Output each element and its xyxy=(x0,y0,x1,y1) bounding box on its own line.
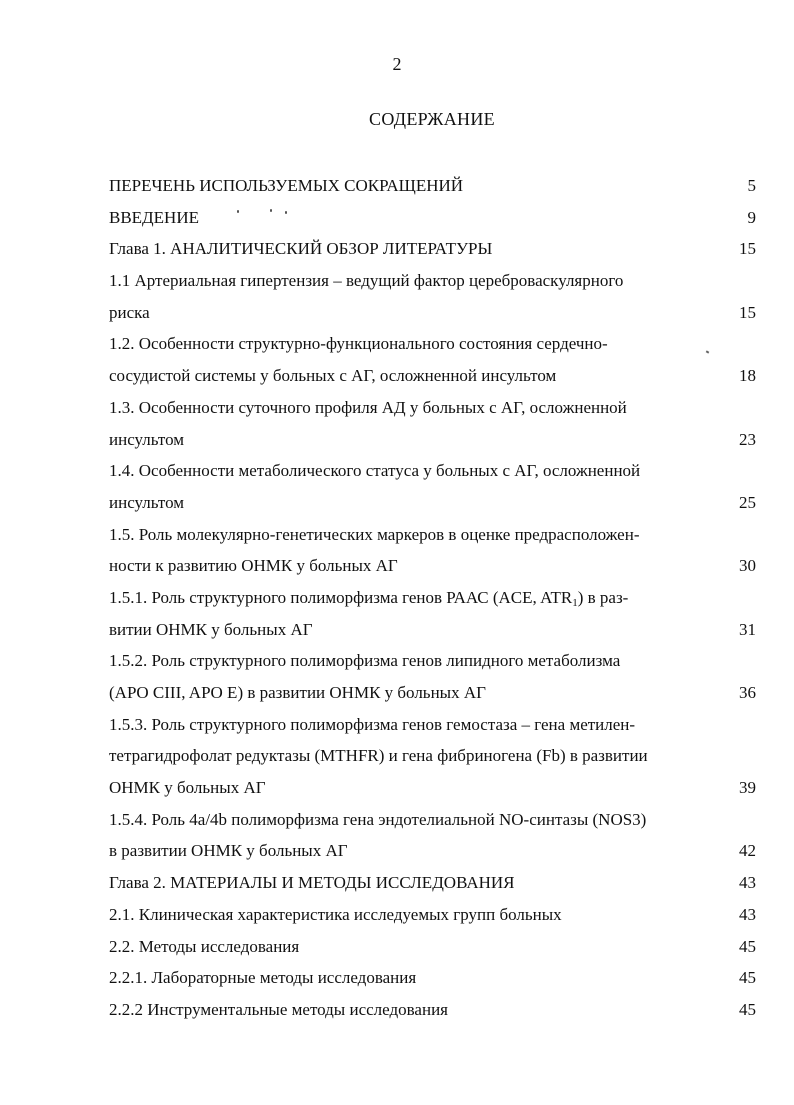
toc-entry-line: тетрагидрофолат редуктазы (MTHFR) и гена фибриногена (Fb) в развитии xyxy=(109,746,648,766)
toc-entry-line xyxy=(109,582,756,614)
toc-entry-page: 15 xyxy=(739,239,756,259)
toc-entry-page: 45 xyxy=(739,936,756,956)
toc-entry-line: ВВЕДЕНИЕ xyxy=(109,207,199,227)
toc-entry-line: 1.5. Роль молекулярно-генетических маркеров в оценке предрасположен- xyxy=(109,524,640,544)
toc-entry-line: 1.5.2. Роль структурного полиморфизма генов липидного метаболизма xyxy=(109,651,621,671)
toc-entry-line: 2.2.1. Лабораторные методы исследования xyxy=(109,968,417,988)
table-of-contents xyxy=(109,170,756,1026)
toc-entry-chapter-1[interactable] xyxy=(109,233,756,265)
page-number: 2 xyxy=(392,54,402,74)
toc-entry-line: риска xyxy=(109,302,150,322)
toc-entry-page: 23 xyxy=(739,429,756,449)
toc-entry-page: 43 xyxy=(739,873,756,893)
toc-entry-1-5-1[interactable] xyxy=(109,582,756,645)
toc-entry-line: 2.2. Методы исследования xyxy=(109,936,300,956)
toc-entry-line: Глава 2. МАТЕРИАЛЫ И МЕТОДЫ ИССЛЕДОВАНИЯ xyxy=(109,873,515,893)
toc-entry-1-4[interactable] xyxy=(109,455,756,518)
toc-entry-line: 2.1. Клиническая характеристика исследуемых групп больных xyxy=(109,904,562,924)
toc-entry-line: (APO CIII, APO E) в развитии ОНМК у больных АГ xyxy=(109,683,486,702)
toc-entry-introduction[interactable] xyxy=(109,202,756,234)
toc-entry-1-2[interactable] xyxy=(109,328,756,391)
toc-entry-line: 1.5.4. Роль 4a/4b полиморфизма гена эндотелиальной NO-синтазы (NOS3) xyxy=(109,809,647,829)
toc-entry-1-5[interactable] xyxy=(109,519,756,582)
toc-entry-line: 1.5.3. Роль структурного полиморфизма генов гемостаза – гена метилен- xyxy=(109,714,636,734)
toc-entry-page: 15 xyxy=(739,302,756,322)
toc-entry-page: 30 xyxy=(739,556,756,576)
toc-entry-page: 45 xyxy=(739,968,756,988)
toc-entry-line: ности к развитию ОНМК у больных АГ xyxy=(109,556,398,576)
toc-entry-page: 25 xyxy=(739,492,756,512)
toc-entry-1-3[interactable] xyxy=(109,392,756,455)
toc-entry-text: ) в раз- xyxy=(577,587,629,607)
toc-entry-page: 36 xyxy=(739,683,756,702)
toc-entry-page: 42 xyxy=(739,841,756,861)
toc-entry-line: 2.2.2 Инструментальные методы исследования xyxy=(109,999,448,1019)
toc-entry-line: 1.2. Особенности структурно-функционального состояния сердечно- xyxy=(109,334,608,354)
toc-entry-1-5-4[interactable] xyxy=(109,804,756,867)
toc-entry-line: 1.3. Особенности суточного профиля АД у больных с АГ, осложненной xyxy=(109,397,627,417)
toc-entry-line: инсультом xyxy=(109,429,184,449)
subscript: 1 xyxy=(572,596,578,609)
toc-entry-page: 39 xyxy=(739,778,756,798)
toc-entry-line: ПЕРЕЧЕНЬ ИСПОЛЬЗУЕМЫХ СОКРАЩЕНИЙ xyxy=(109,176,464,195)
toc-entry-line: 1.1 Артериальная гипертензия – ведущий фактор цереброваскулярного xyxy=(109,271,624,291)
toc-entry-page: 45 xyxy=(739,999,756,1019)
toc-entry-line: сосудистой системы у больных с АГ, осложненной инсультом xyxy=(109,366,557,386)
toc-entry-page: 18 xyxy=(739,366,756,386)
toc-entry-line: 1.4. Особенности метаболического статуса у больных с АГ, осложненной xyxy=(109,461,641,481)
toc-entry-line: инсультом xyxy=(109,492,184,512)
toc-entry-line: ОНМК у больных АГ xyxy=(109,778,266,798)
toc-entry-1-5-3[interactable] xyxy=(109,709,756,804)
toc-entry-page: 31 xyxy=(739,619,756,639)
toc-entry-2-2-1[interactable] xyxy=(109,962,756,994)
toc-entry-chapter-2[interactable] xyxy=(109,867,756,899)
toc-entry-1-5-2[interactable] xyxy=(109,645,756,708)
toc-entry-2-1[interactable] xyxy=(109,899,756,931)
toc-entry-text: 1.5.1. Роль структурного полиморфизма генов РААС (ACE, ATR xyxy=(109,587,573,607)
toc-entry-1-1[interactable] xyxy=(109,265,756,328)
toc-entry-page: 43 xyxy=(739,904,756,924)
toc-entry-line: в развитии ОНМК у больных АГ xyxy=(109,841,348,861)
toc-entry-2-2-2[interactable] xyxy=(109,994,756,1026)
toc-entry-page: 5 xyxy=(747,176,756,195)
toc-entry-abbreviations[interactable] xyxy=(109,170,756,202)
toc-entry-line: витии ОНМК у больных АГ xyxy=(109,619,313,639)
toc-title: СОДЕРЖАНИЕ xyxy=(369,109,495,129)
toc-entry-line: Глава 1. АНАЛИТИЧЕСКИЙ ОБЗОР ЛИТЕРАТУРЫ xyxy=(109,239,493,259)
toc-entry-2-2[interactable] xyxy=(109,931,756,963)
toc-entry-page: 9 xyxy=(747,207,756,227)
